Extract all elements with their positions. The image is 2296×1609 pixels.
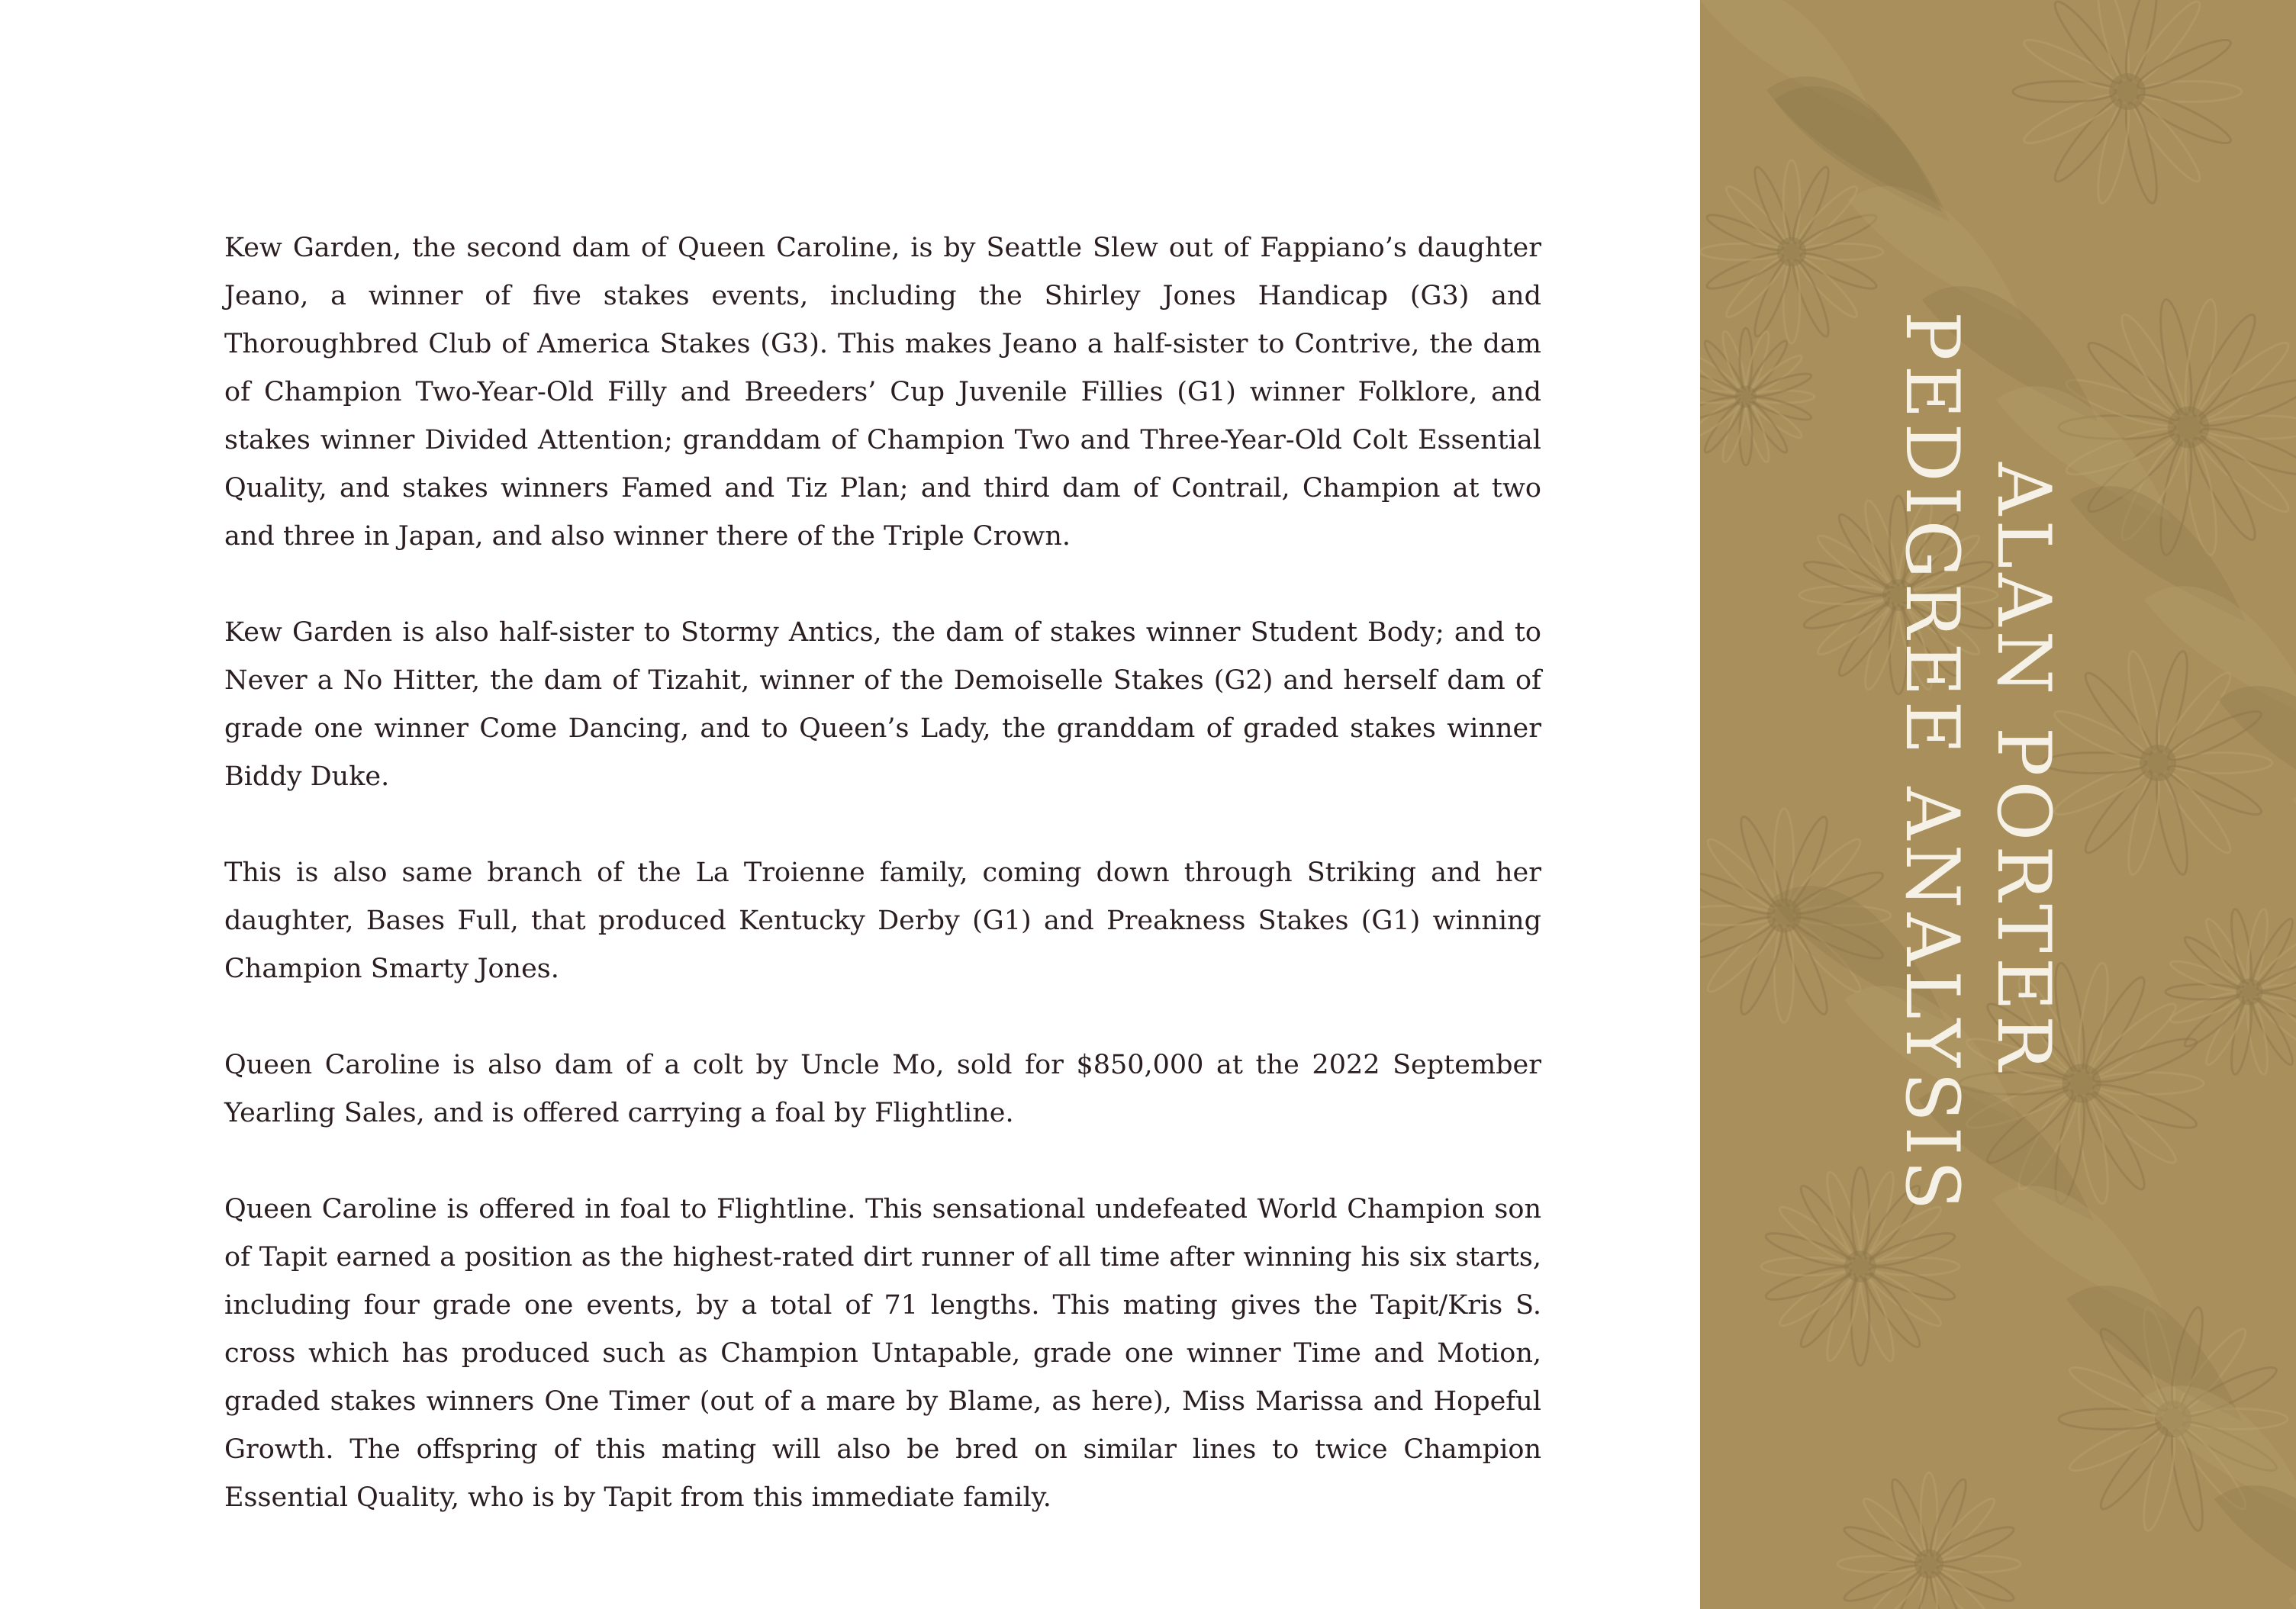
paragraph-la-troienne: This is also same branch of the La Troienne family, coming down through Striking and her daughter, Bases Full, that produced Kentucky Derby (G1) and Preakness Stakes (G1) winning Champion Smarty Jones. — [224, 858, 1541, 984]
body-text — [224, 224, 1541, 1522]
sidebar-panel — [1700, 0, 2296, 1609]
title-alan-porter: ALAN PORTER — [1981, 462, 2066, 1076]
sidebar-title — [1700, 0, 2296, 1609]
paragraph-kew-garden: Kew Garden, the second dam of Queen Caroline, is by Seattle Slew out of Fappiano’s daughter Jeano, a winner of five stakes events, including the Shirley Jones Handicap (G3) and Thoroughbred Club of America Stakes (G3). This makes Jeano a half-sister to Contrive, the dam of Champion Two-Year-Old Filly and Breeders’ Cup Juvenile Fillies (G1) winner Folklore, and stakes winner Divided Attention; granddam of Champion Two and Three-Year-Old Colt Essential Quality, and stakes winners Famed and Tiz Plan; and third dam of Contrail, Champion at two and three in Japan, and also winner there of the Triple Crown. — [224, 233, 1541, 552]
title-pedigree-analysis: PEDIGREE ANALYSIS — [1889, 311, 1975, 1215]
paragraph-flightline-mating: Queen Caroline is offered in foal to Flightline. This sensational undefeated World Champion son of Tapit earned a position as the highest-rated dirt runner of all time after winning his six starts, including four grade one events, by a total of 71 lengths. This mating gives the Tapit/Kris S. cross which has produced such as Champion Untapable, grade one winner Time and Motion, graded stakes winners One Timer (out of a mare by Blame, as here), Miss Marissa and Hopeful Growth. The offspring of this mating will also be bred on similar lines to twice Champion Essential Quality, who is by Tapit from this immediate family. — [224, 1194, 1541, 1513]
paragraph-uncle-mo-colt: Queen Caroline is also dam of a colt by Uncle Mo, sold for $850,000 at the 2022 September Yearling Sales, and is offered carrying a foal by Flightline. — [224, 1050, 1541, 1128]
paragraph-half-sister: Kew Garden is also half-sister to Stormy Antics, the dam of stakes winner Student Body; and to Never a No Hitter, the dam of Tizahit, winner of the Demoiselle Stakes (G2) and herself dam of grade one winner Come Dancing, and to Queen’s Lady, the granddam of graded stakes winner Biddy Duke. — [224, 617, 1541, 792]
